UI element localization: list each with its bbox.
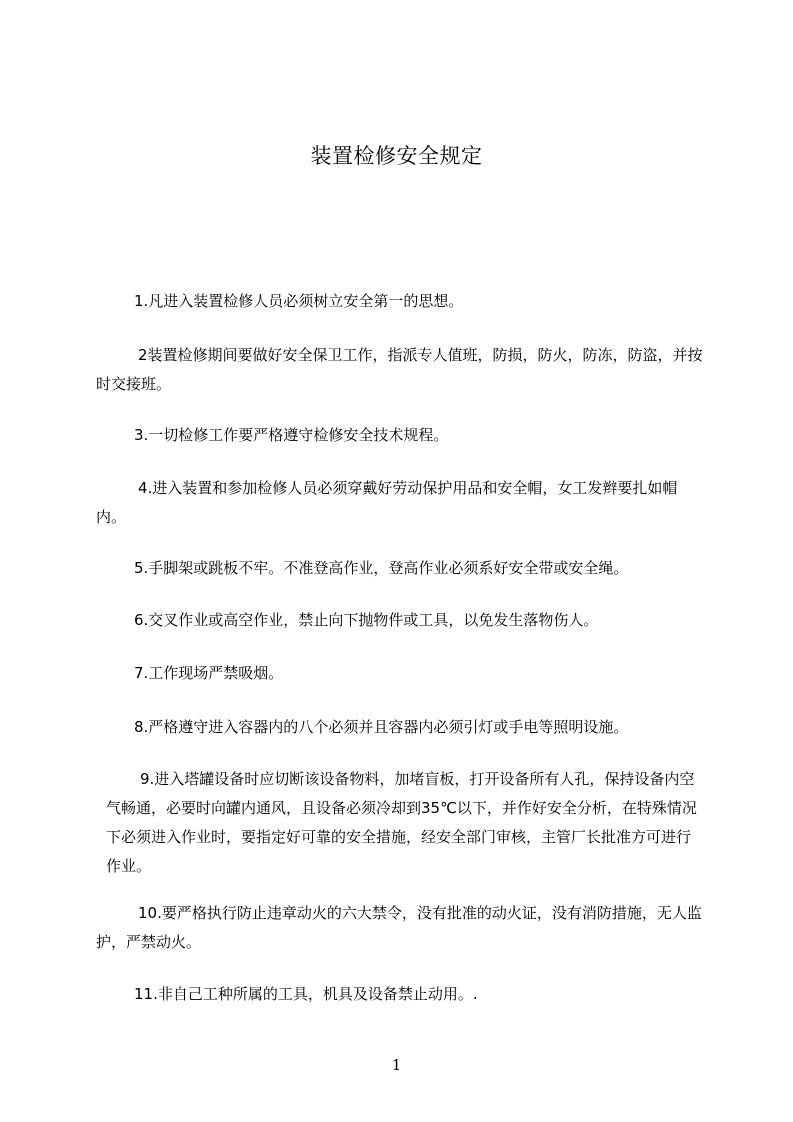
rule-item-7: 7.工作现场严禁吸烟。 <box>134 664 284 682</box>
rule-item-1: 1.凡进入装置检修人员必须树立安全第一的思想。 <box>134 292 464 310</box>
rule-item-8: 8.严格遵守进入容器内的八个必须并且容器内必须引灯或手电等照明设施。 <box>134 718 629 736</box>
rule-item-5: 5.手脚架或跳板不牢。不准登高作业，登高作业必须系好安全带或安全绳。 <box>134 559 629 577</box>
rule-item-6: 6.交叉作业或高空作业，禁止向下抛物件或工具，以免发生落物伤人。 <box>134 611 599 629</box>
rule-item-2: 2装置检修期间要做好安全保卫工作，指派专人值班，防损，防火，防冻，防盗，并按时交接班。 <box>96 346 703 393</box>
rule-item-10: 10.要严格执行防止违章动火的六大禁令，没有批准的动火证，没有消防措施，无人监护，严禁动火。 <box>96 904 702 951</box>
rule-item-11: 11.非自己工种所属的工具，机具及设备禁止动用。. <box>134 985 478 1003</box>
page-number: 1 <box>391 1056 402 1074</box>
rule-item-4: 4.进入装置和参加检修人员必须穿戴好劳动保护用品和安全帽，女工发辫要扎如帽内。 <box>96 479 678 526</box>
rule-item-3: 3.一切检修工作要严格遵守检修安全技术规程。 <box>134 426 449 444</box>
document-title: 装置检修安全规定 <box>310 144 483 168</box>
rule-item-9: 9.进入塔罐设备时应切断该设备物料，加堵盲板，打开设备所有人孔，保持设备内空气畅通，必要时向罐内通风，且设备必须冷却到35℃以下，并作好安全分析，在特殊情况下必须进入作业时，要指定好可靠的安全措施，经安全部门审核，主管厂长批准方可进行作业。 <box>106 770 697 875</box>
